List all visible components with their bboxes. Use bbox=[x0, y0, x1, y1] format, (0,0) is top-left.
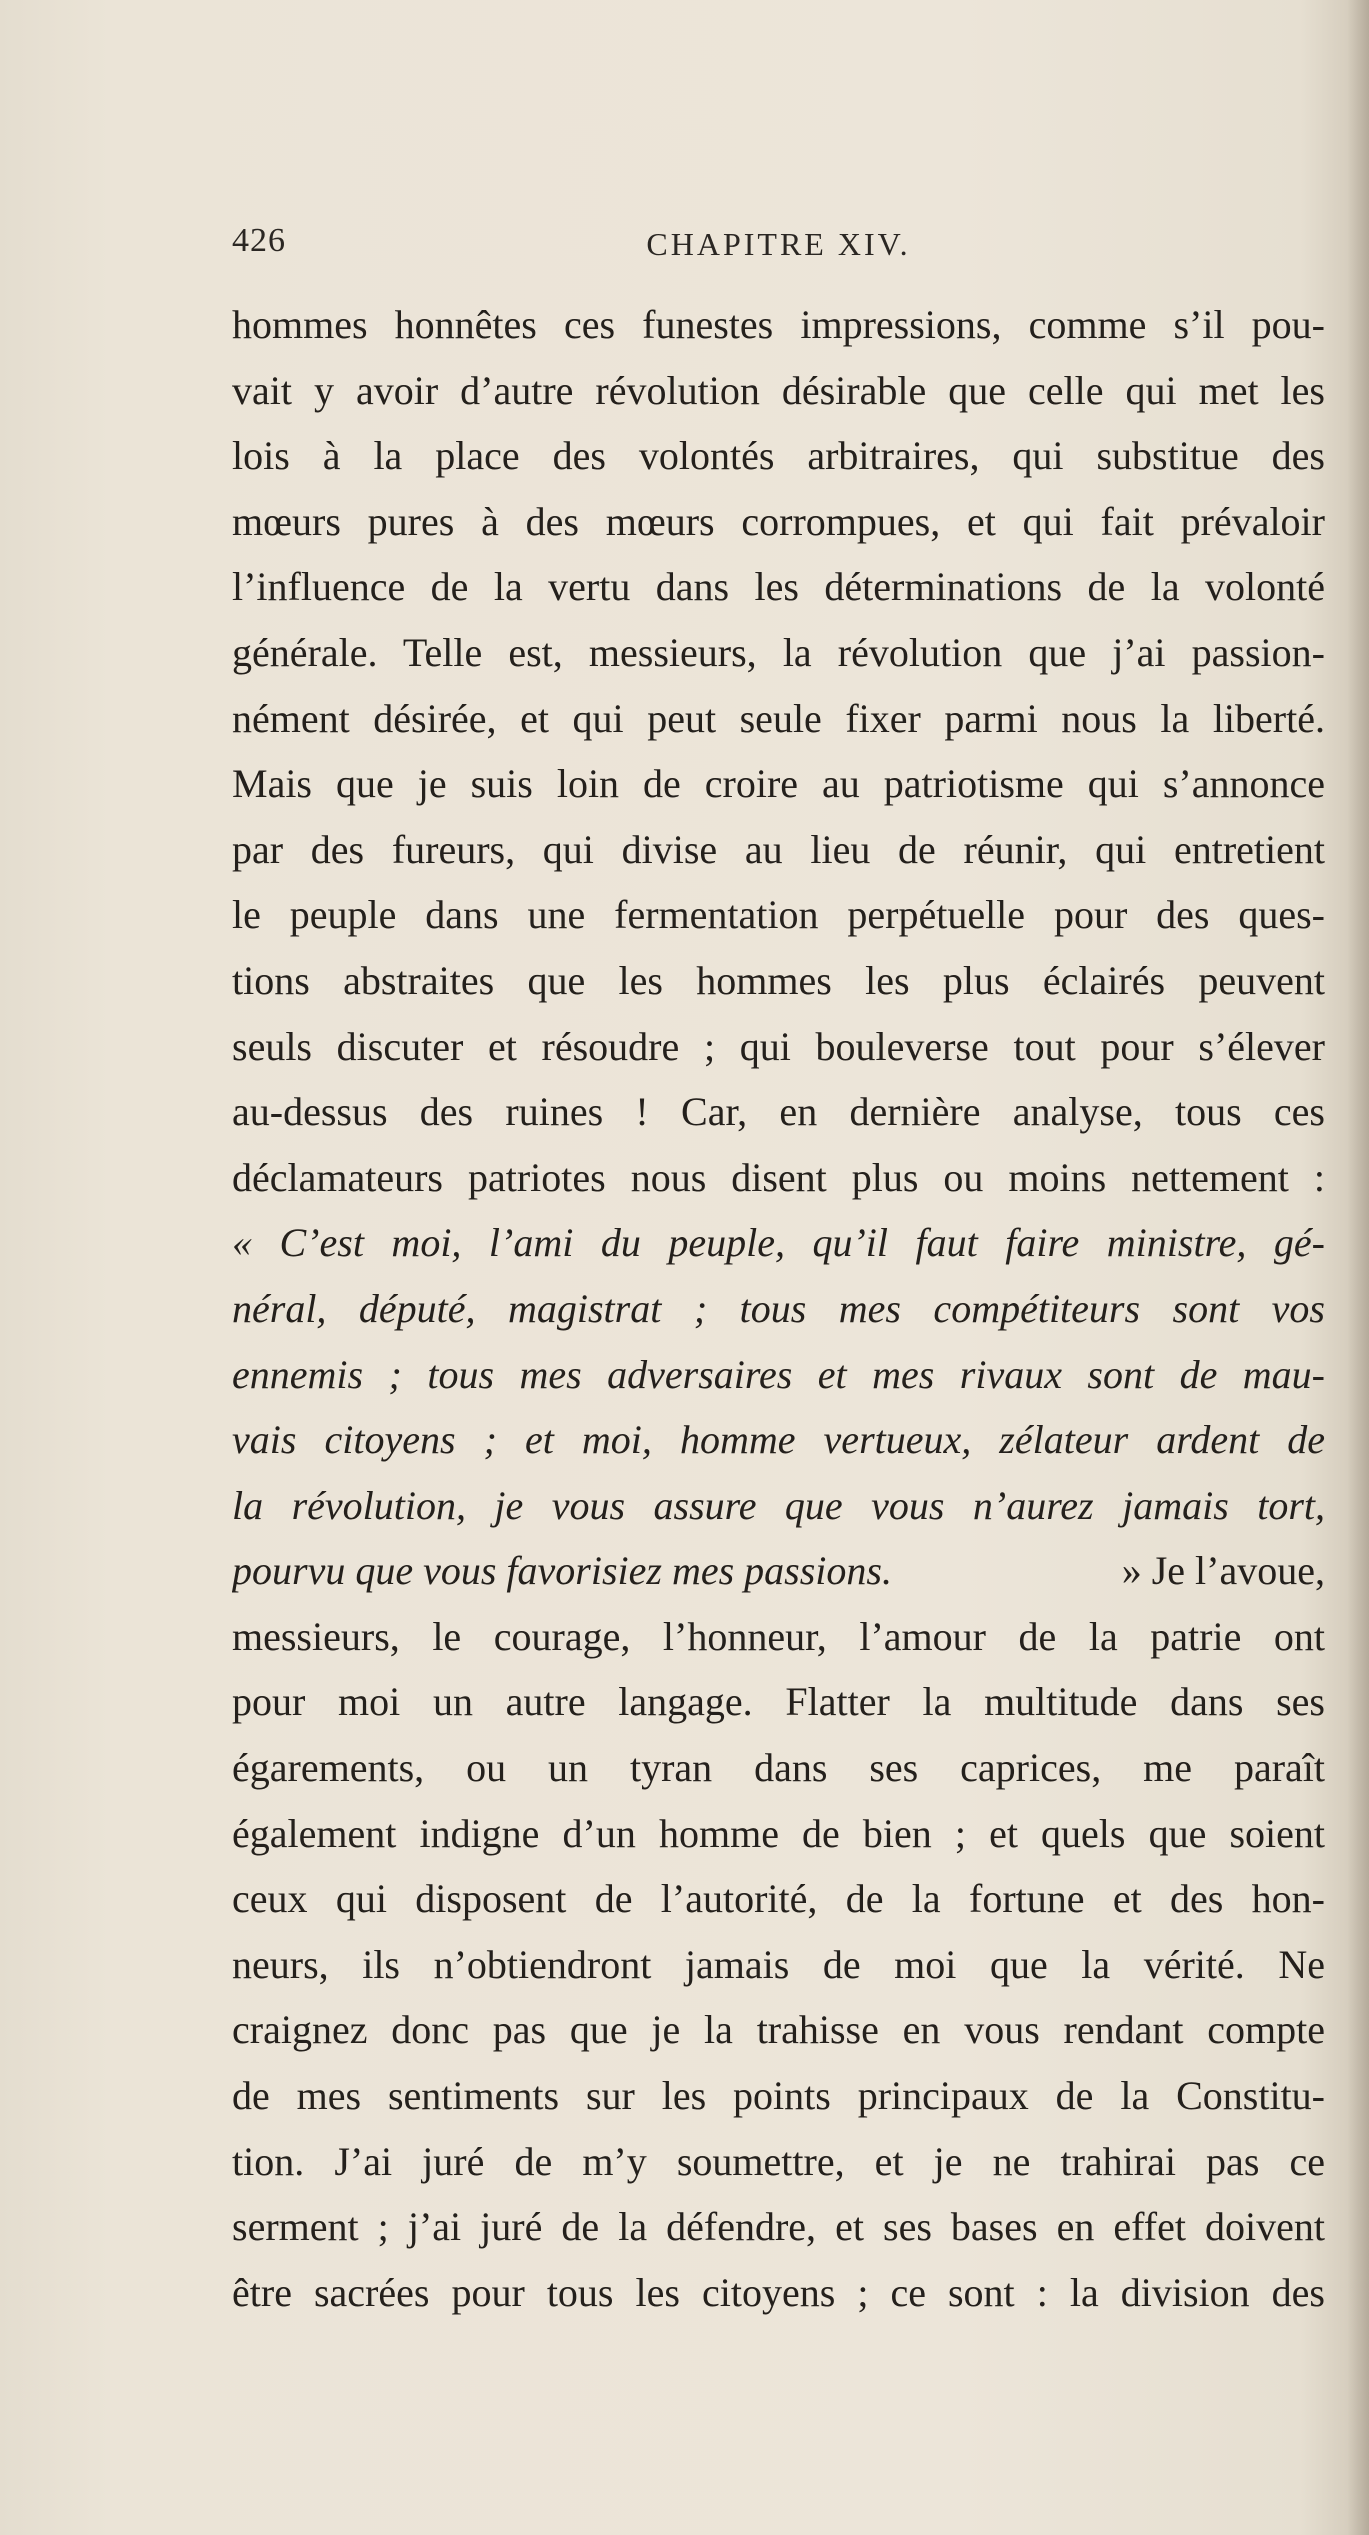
mixed-line bbox=[232, 1538, 1325, 1604]
quote-line: néral, député, magistrat ; tous mes compétiteurs sont vos bbox=[232, 1285, 1325, 1331]
page-number: 426 bbox=[232, 222, 286, 259]
text-line: lois à la place des volontés arbitraires, qui substitue des bbox=[232, 433, 1325, 479]
quote-end: pourvu que vous favorisiez mes passions. bbox=[232, 1548, 892, 1594]
text-line: nément désirée, et qui peut seule fixer parmi nous la liberté. bbox=[232, 695, 1325, 741]
text-line: craignez donc pas que je la trahisse en vous rendant compte bbox=[232, 2007, 1325, 2053]
text-line: ceux qui disposent de l’autorité, de la fortune et des hon- bbox=[232, 1876, 1325, 1922]
quote-line: ennemis ; tous mes adversaires et mes rivaux sont de mau- bbox=[232, 1351, 1325, 1397]
text-line: le peuple dans une fermentation perpétuelle pour des ques- bbox=[232, 892, 1325, 938]
text-line: égarements, ou un tyran dans ses caprices, me paraît bbox=[232, 1745, 1325, 1791]
text-line: déclamateurs patriotes nous disent plus ou moins nettement : bbox=[232, 1154, 1325, 1200]
text-line: pour moi un autre langage. Flatter la multitude dans ses bbox=[232, 1679, 1325, 1725]
text-line: tion. J’ai juré de m’y soumettre, et je ne trahirai pas ce bbox=[232, 2138, 1325, 2184]
text-line: Mais que je suis loin de croire au patriotisme qui s’annonce bbox=[232, 761, 1325, 807]
text-line: au-dessus des ruines ! Car, en dernière analyse, tous ces bbox=[232, 1089, 1325, 1135]
running-head: CHAPITRE XIV. bbox=[646, 226, 911, 262]
text-line: également indigne d’un homme de bien ; et quels que soient bbox=[232, 1810, 1325, 1856]
page-header bbox=[232, 222, 1325, 272]
body-text bbox=[232, 292, 1325, 2325]
line-continuation: » Je l’avoue, bbox=[1121, 1548, 1325, 1594]
text-line: messieurs, le courage, l’honneur, l’amour de la patrie ont bbox=[232, 1613, 1325, 1659]
text-line: être sacrées pour tous les citoyens ; ce sont : la division des bbox=[232, 2269, 1325, 2315]
text-line: hommes honnêtes ces funestes impressions, comme s’il pou- bbox=[232, 302, 1325, 347]
text-line: seuls discuter et résoudre ; qui bouleverse tout pour s’élever bbox=[232, 1023, 1325, 1069]
spine-shadow bbox=[1347, 0, 1369, 2535]
text-line: l’influence de la vertu dans les déterminations de la volonté bbox=[232, 564, 1325, 610]
text-line: vait y avoir d’autre révolution désirable que celle qui met les bbox=[232, 367, 1325, 413]
quote-line: « C’est moi, l’ami du peuple, qu’il faut faire ministre, gé- bbox=[232, 1220, 1325, 1266]
text-line: tions abstraites que les hommes les plus éclairés peuvent bbox=[232, 957, 1325, 1003]
text-line: générale. Telle est, messieurs, la révolution que j’ai passion- bbox=[232, 629, 1325, 675]
text-line: de mes sentiments sur les points principaux de la Constitu- bbox=[232, 2073, 1325, 2119]
quote-line: vais citoyens ; et moi, homme vertueux, zélateur ardent de bbox=[232, 1417, 1325, 1463]
text-line: par des fureurs, qui divise au lieu de réunir, qui entretient bbox=[232, 826, 1325, 872]
text-line: serment ; j’ai juré de la défendre, et ses bases en effet doivent bbox=[232, 2204, 1325, 2250]
text-line: mœurs pures à des mœurs corrompues, et qui fait prévaloir bbox=[232, 498, 1325, 544]
text-line: neurs, ils n’obtiendront jamais de moi que la vérité. Ne bbox=[232, 1941, 1325, 1987]
quote-line: la révolution, je vous assure que vous n’aurez jamais tort, bbox=[232, 1482, 1325, 1528]
